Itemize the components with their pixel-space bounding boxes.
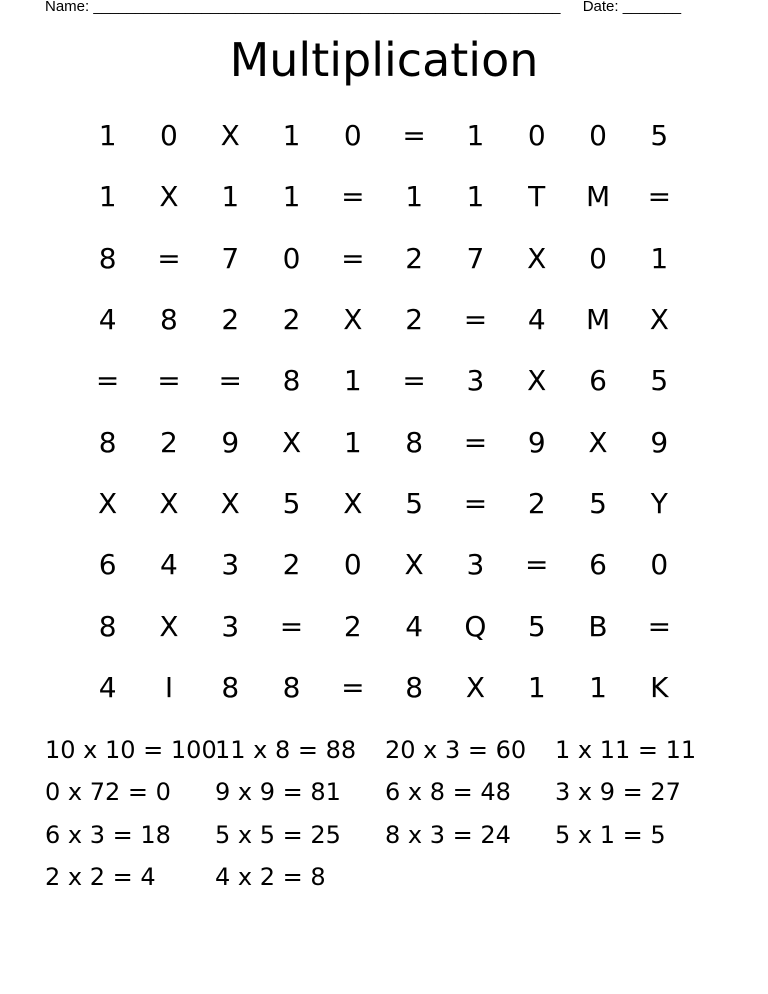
- grid-cell: 1: [650, 241, 669, 275]
- word-list: [45, 729, 725, 898]
- grid-cell: 1: [527, 670, 546, 704]
- word-list-item: 6 x 8 = 48: [385, 778, 511, 807]
- grid-cell: Y: [650, 486, 668, 520]
- grid-cell: 7: [221, 241, 240, 275]
- grid-cell: =: [463, 303, 488, 337]
- word-list-item: 8 x 3 = 24: [385, 820, 511, 849]
- word-list-item: 5 x 1 = 5: [555, 820, 666, 849]
- grid-cell: 1: [221, 180, 240, 214]
- grid-cell: X: [465, 670, 486, 704]
- grid-cell: 2: [527, 486, 546, 520]
- grid-cell: =: [95, 364, 120, 398]
- grid-cell: 0: [160, 119, 178, 153]
- grid-cell: 4: [527, 303, 546, 337]
- grid-cell: 1: [343, 364, 362, 398]
- grid-cell: 8: [282, 670, 301, 704]
- grid-cell: =: [341, 241, 365, 275]
- grid-cell: =: [402, 364, 426, 398]
- grid-cell: 9: [650, 425, 669, 459]
- grid-cell: 2: [221, 303, 240, 337]
- grid-cell: =: [647, 609, 672, 643]
- word-list-item: 11 x 8 = 88: [215, 736, 357, 764]
- grid-cell: =: [157, 241, 181, 275]
- grid-cell: 4: [405, 609, 424, 643]
- grid-cell: 4: [160, 548, 178, 582]
- grid-cell: X: [527, 241, 547, 275]
- grid-cell: X: [527, 364, 547, 398]
- word-list-item: 0 x 72 = 0: [45, 778, 171, 807]
- grid-cell: K: [650, 670, 669, 704]
- grid-cell: 9: [527, 425, 546, 459]
- grid-cell: X: [649, 303, 669, 337]
- grid-cell: =: [341, 180, 365, 214]
- grid-cell: 1: [98, 180, 117, 214]
- grid-cell: 3: [221, 548, 240, 582]
- grid-cell: X: [281, 425, 302, 459]
- grid-cell: 6: [98, 548, 117, 582]
- grid-cell: M: [585, 180, 611, 214]
- grid-cell: 2: [282, 548, 301, 582]
- grid-cell: 1: [282, 119, 301, 153]
- grid-cell: 0: [650, 548, 669, 582]
- grid-cell: 1: [98, 119, 117, 153]
- grid-cell: =: [647, 180, 672, 214]
- grid-cell: 3: [466, 364, 485, 398]
- word-list-item: 4 x 2 = 8: [215, 862, 326, 891]
- grid-cell: 5: [527, 609, 546, 643]
- grid-cell: 8: [98, 609, 117, 643]
- grid-cell: X: [343, 303, 363, 337]
- grid-cell: 5: [650, 119, 669, 153]
- grid-cell: I: [164, 670, 174, 704]
- grid-cell: =: [463, 486, 488, 520]
- grid-cell: 6: [589, 548, 607, 582]
- grid-cell: 8: [405, 670, 424, 704]
- grid-cell: X: [98, 486, 118, 520]
- name-field-label: Name: ________________________________________________________: [45, 0, 561, 15]
- grid-cell: 8: [282, 364, 301, 398]
- grid-cell: 9: [221, 425, 240, 459]
- grid-cell: 2: [405, 241, 424, 275]
- grid-cell: 5: [405, 486, 424, 520]
- puzzle-grid: [77, 105, 690, 718]
- grid-cell: 0: [589, 119, 607, 153]
- grid-cell: 3: [221, 609, 240, 643]
- grid-cell: T: [528, 180, 546, 214]
- grid-cell: X: [220, 486, 240, 520]
- worksheet-header: [45, 0, 681, 15]
- grid-cell: 7: [466, 241, 485, 275]
- grid-cell: 0: [589, 241, 607, 275]
- grid-cell: 2: [160, 425, 178, 459]
- word-list-item: 5 x 5 = 25: [215, 820, 341, 849]
- word-list-item: 3 x 9 = 27: [555, 778, 681, 807]
- grid-cell: =: [157, 364, 181, 398]
- grid-cell: =: [402, 119, 426, 153]
- grid-cell: X: [343, 486, 363, 520]
- grid-cell: 8: [405, 425, 424, 459]
- word-list-item: 2 x 2 = 4: [45, 862, 156, 891]
- word-list-item: 1 x 11 = 11: [555, 736, 697, 764]
- grid-cell: X: [159, 609, 179, 643]
- grid-cell: 1: [405, 180, 424, 214]
- grid-cell: 3: [466, 548, 485, 582]
- word-list-item: 10 x 10 = 100: [45, 736, 217, 764]
- grid-cell: 6: [589, 364, 607, 398]
- grid-cell: 1: [466, 119, 485, 153]
- grid-cell: 0: [343, 119, 362, 153]
- grid-cell: =: [279, 609, 304, 643]
- grid-cell: 5: [282, 486, 301, 520]
- grid-cell: 2: [405, 303, 424, 337]
- grid-cell: X: [404, 548, 424, 582]
- grid-cell: 4: [98, 670, 117, 704]
- grid-cell: 8: [98, 425, 117, 459]
- grid-cell: =: [524, 548, 549, 582]
- grid-cell: =: [463, 425, 488, 459]
- grid-cell: 0: [527, 119, 546, 153]
- grid-cell: =: [341, 670, 365, 704]
- grid-cell: X: [220, 119, 240, 153]
- grid-cell: 2: [343, 609, 362, 643]
- grid-cell: 5: [589, 486, 607, 520]
- word-list-item: 9 x 9 = 81: [215, 778, 341, 807]
- grid-cell: 2: [282, 303, 301, 337]
- word-list-item: 6 x 3 = 18: [45, 820, 171, 849]
- grid-cell: 1: [466, 180, 485, 214]
- grid-cell: X: [159, 180, 179, 214]
- grid-cell: 1: [343, 425, 362, 459]
- grid-cell: 5: [650, 364, 669, 398]
- date-field-label: Date: _______: [582, 0, 682, 15]
- grid-cell: 1: [589, 670, 607, 704]
- grid-cell: 0: [343, 548, 362, 582]
- grid-cell: X: [159, 486, 179, 520]
- grid-cell: Q: [464, 609, 487, 643]
- grid-cell: =: [218, 364, 242, 398]
- word-list-item: 20 x 3 = 60: [385, 736, 527, 764]
- grid-cell: 8: [221, 670, 240, 704]
- grid-cell: M: [585, 303, 611, 337]
- grid-cell: 1: [282, 180, 301, 214]
- grid-cell: X: [588, 425, 608, 459]
- page-title: Multiplication: [229, 33, 539, 87]
- grid-cell: 8: [98, 241, 117, 275]
- grid-cell: 0: [282, 241, 301, 275]
- grid-cell: 4: [98, 303, 117, 337]
- grid-cell: B: [588, 609, 608, 643]
- grid-cell: 8: [160, 303, 178, 337]
